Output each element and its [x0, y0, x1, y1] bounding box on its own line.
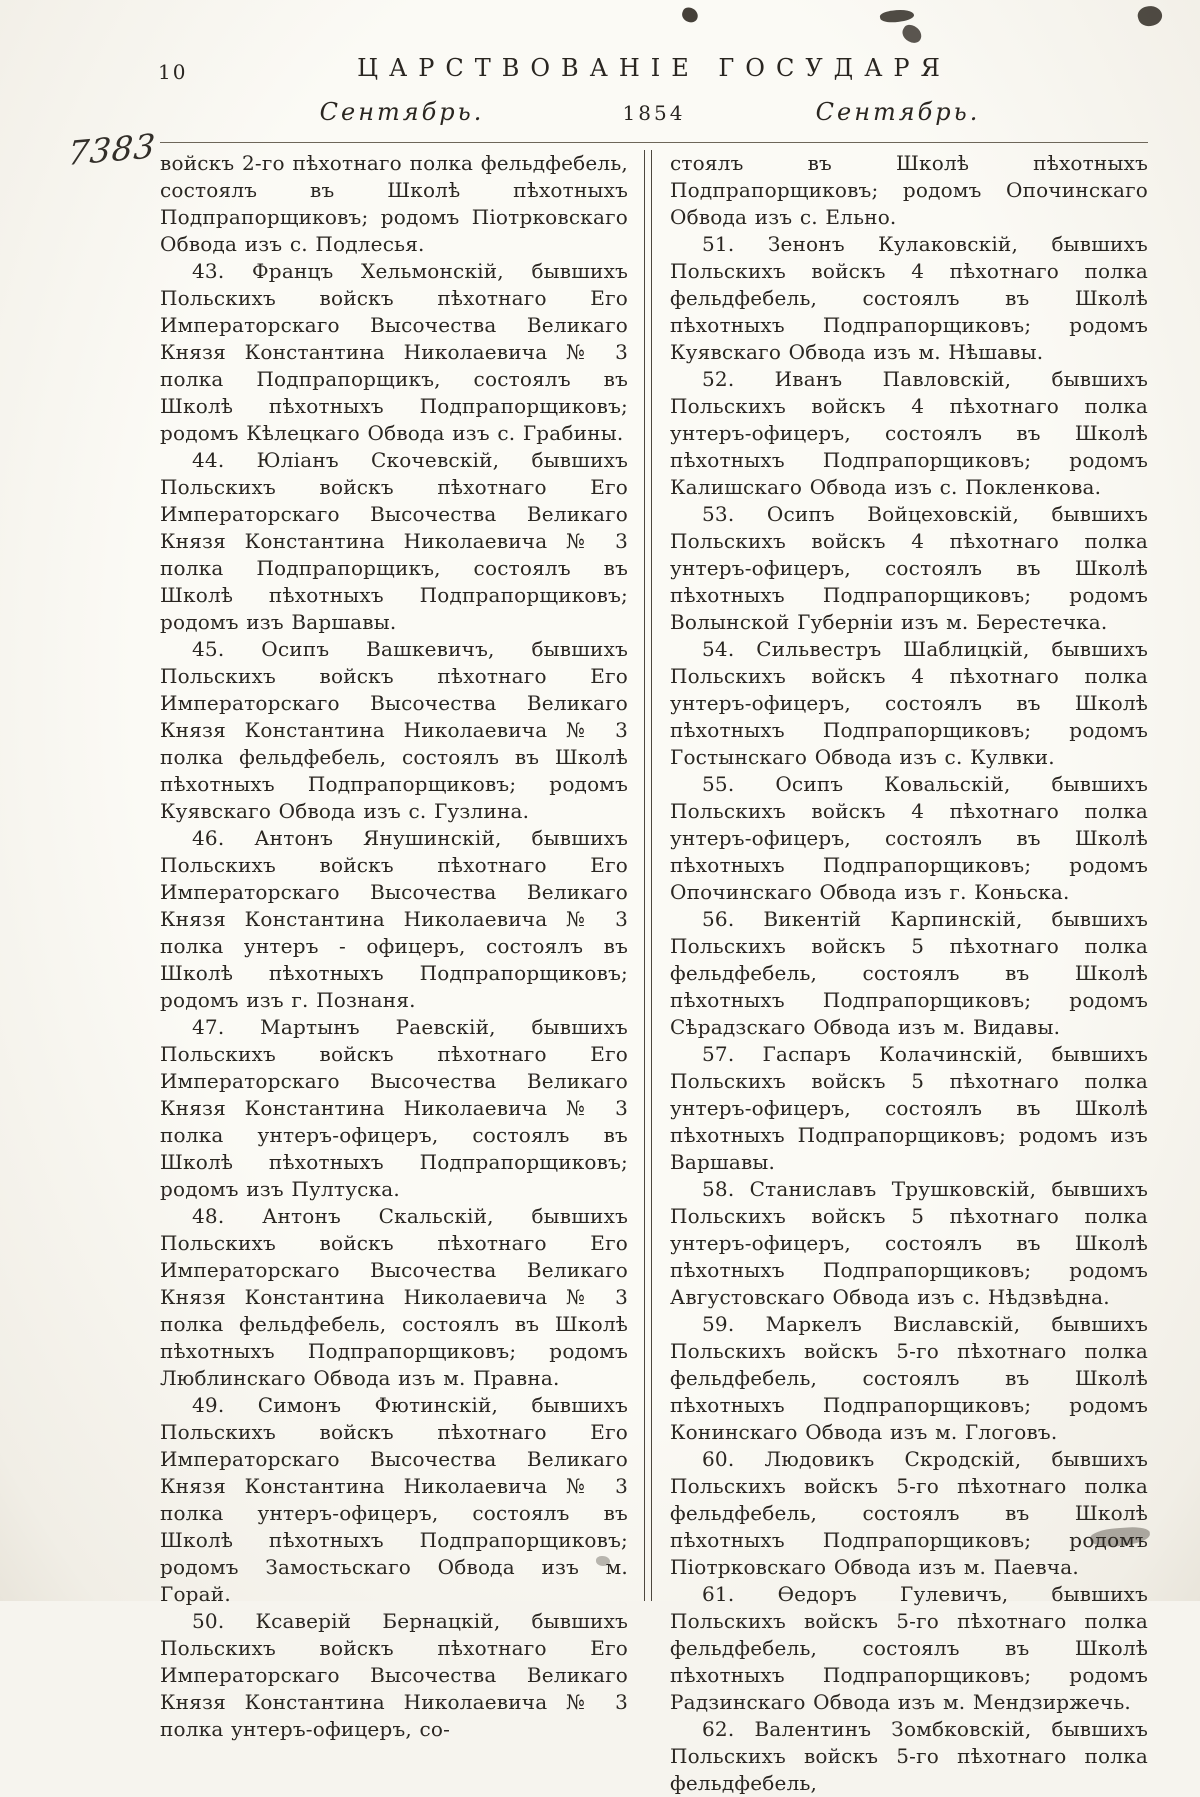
entry-paragraph: 45. Осипъ Вашкевичъ, бывшихъ Польскихъ войскъ пѣхотнаго Его Императорскаго Высочества Великаго Князя Константина Николаевича № 3 полка фельдфебель, состоялъ въ Школѣ пѣхотныхъ Подпрапорщиковъ; родомъ Куявскаго Обвода изъ с. Гузлина.: [160, 637, 628, 823]
entry-paragraph: 55. Осипъ Ковальскій, бывшихъ Польскихъ войскъ 4 пѣхотнаго полка унтеръ-офицеръ, состоялъ въ Школѣ пѣхотныхъ Подпрапорщиковъ; родомъ Опочинскаго Обвода изъ г. Коньска.: [670, 772, 1148, 904]
entry-paragraph: 43. Францъ Хельмонскій, бывшихъ Польскихъ войскъ пѣхотнаго Его Императорскаго Высочества Великаго Князя Константина Николаевича № 3 полка Подпрапорщикъ, состоялъ въ Школѣ пѣхотныхъ Подпрапорщиковъ; родомъ Кѣлецкаго Обвода изъ с. Грабины.: [160, 259, 628, 445]
left-column: [160, 150, 644, 1741]
entry-paragraph: 57. Гаспаръ Колачинскій, бывшихъ Польскихъ войскъ 5 пѣхотнаго полка унтеръ-офицеръ, состоялъ въ Школѣ пѣхотныхъ Подпрапорщиковъ; родомъ изъ Варшавы.: [670, 1042, 1148, 1174]
right-column: [652, 150, 1148, 1795]
header-rule: [160, 142, 1148, 143]
scan-artifact: [879, 8, 914, 25]
entry-paragraph: 56. Викентій Карпинскій, бывшихъ Польскихъ войскъ 5 пѣхотнаго полка фельдфебель, состоялъ въ Школѣ пѣхотныхъ Подпрапорщиковъ; родомъ Сѣрадзскаго Обвода изъ м. Видавы.: [670, 907, 1148, 1039]
entry-paragraph: 54. Сильвестръ Шаблицкій, бывшихъ Польскихъ войскъ 4 пѣхотнаго полка унтеръ-офицеръ, состоялъ въ Школѣ пѣхотныхъ Подпрапорщиковъ; родомъ Гостынскаго Обвода изъ с. Кулвки.: [670, 637, 1148, 769]
entry-paragraph: 47. Мартынъ Раевскій, бывшихъ Польскихъ войскъ пѣхотнаго Его Императорскаго Высочества Великаго Князя Константина Николаевича № 3 полка унтеръ-офицеръ, состоялъ въ Школѣ пѣхотныхъ Подпрапорщиковъ; родомъ изъ Пултуска.: [160, 1015, 628, 1201]
entry-paragraph: 60. Людовикъ Скродскій, бывшихъ Польскихъ войскъ 5-го пѣхотнаго полка фельдфебель, состоялъ въ Школѣ пѣхотныхъ Подпрапорщиковъ; родомъ Піотрковскаго Обвода изъ м. Паевча.: [670, 1447, 1148, 1579]
running-title: ЦАРСТВОВАНІЕ ГОСУДАРЯ: [357, 54, 951, 82]
handwritten-margin-number: 7383: [66, 125, 158, 174]
scan-artifact: [899, 22, 924, 46]
entry-paragraph: 52. Иванъ Павловскій, бывшихъ Польскихъ войскъ 4 пѣхотнаго полка унтеръ-офицеръ, состоялъ въ Школѣ пѣхотныхъ Подпрапорщиковъ; родомъ Калишскаго Обвода изъ с. Покленкова.: [670, 367, 1148, 499]
entry-paragraph: 50. Ксаверій Бернацкій, бывшихъ Польскихъ войскъ пѣхотнаго Его Императорскаго Высочества Великаго Князя Константина Николаевича № 3 полка унтеръ-офицеръ, со-: [160, 1609, 628, 1741]
entry-paragraph: войскъ 2-го пѣхотнаго полка фельдфебель, состоялъ въ Школѣ пѣхотныхъ Подпрапорщиковъ; родомъ Піотрковскаго Обвода изъ с. Подлесья.: [160, 151, 628, 256]
entry-paragraph: 51. Зенонъ Кулаковскій, бывшихъ Польскихъ войскъ 4 пѣхотнаго полка фельдфебель, состоялъ въ Школѣ пѣхотныхъ Подпрапорщиковъ; родомъ Куявскаго Обвода изъ м. Нѣшавы.: [670, 232, 1148, 364]
year-label: 1854: [622, 101, 686, 125]
entry-paragraph: 46. Антонъ Янушинскій, бывшихъ Польскихъ войскъ пѣхотнаго Его Императорскаго Высочества Великаго Князя Константина Николаевича № 3 полка унтеръ - офицеръ, состоялъ въ Школѣ пѣхотныхъ Подпрапорщиковъ; родомъ изъ г. Познаня.: [160, 826, 628, 1012]
entry-paragraph: 48. Антонъ Скальскій, бывшихъ Польскихъ войскъ пѣхотнаго Его Императорскаго Высочества Великаго Князя Константина Николаевича № 3 полка фельдфебель, состоялъ въ Школѣ пѣхотныхъ Подпрапорщиковъ; родомъ Люблинскаго Обвода изъ м. Правна.: [160, 1204, 628, 1390]
entry-paragraph: 61. Ѳедоръ Гулевичъ, бывшихъ Польскихъ войскъ 5-го пѣхотнаго полка фельдфебель, состоялъ въ Школѣ пѣхотныхъ Подпрапорщиковъ; родомъ Радзинскаго Обвода изъ м. Мендзиржечь.: [670, 1582, 1148, 1714]
entry-paragraph: 59. Маркелъ Виславскій, бывшихъ Польскихъ войскъ 5-го пѣхотнаго полка фельдфебель, состоялъ въ Школѣ пѣхотныхъ Подпрапорщиковъ; родомъ Конинскаго Обвода изъ м. Глоговъ.: [670, 1312, 1148, 1444]
entry-paragraph: стоялъ въ Школѣ пѣхотныхъ Подпрапорщиковъ; родомъ Опочинскаго Обвода изъ с. Ельно.: [670, 151, 1148, 229]
entry-paragraph: 62. Валентинъ Зомбковскій, бывшихъ Польскихъ войскъ 5-го пѣхотнаго полка фельдфебель,: [670, 1717, 1148, 1795]
entry-paragraph: 49. Симонъ Фютинскій, бывшихъ Польскихъ войскъ пѣхотнаго Его Императорскаго Высочества Великаго Князя Константина Николаевича № 3 полка унтеръ-офицеръ, состоялъ въ Школѣ пѣхотныхъ Подпрапорщиковъ; родомъ Замостьскаго Обвода изъ м. Горай.: [160, 1393, 628, 1606]
scan-artifact: [680, 6, 700, 25]
entry-paragraph: 58. Станиславъ Трушковскій, бывшихъ Польскихъ войскъ 5 пѣхотнаго полка унтеръ-офицеръ, состоялъ въ Школѣ пѣхотныхъ Подпрапорщиковъ; родомъ Августовскаго Обвода изъ с. Нѣдзвѣдна.: [670, 1177, 1148, 1309]
entry-paragraph: 53. Осипъ Войцеховскій, бывшихъ Польскихъ войскъ 4 пѣхотнаго полка унтеръ-офицеръ, состоялъ въ Школѣ пѣхотныхъ Подпрапорщиковъ; родомъ Волынской Губерніи изъ м. Берестечка.: [670, 502, 1148, 634]
text-columns: [160, 150, 1148, 1795]
month-label-right: Сентябрь.: [815, 98, 981, 126]
column-divider: [644, 150, 652, 1601]
date-line: [160, 98, 1148, 134]
scan-artifact: [1136, 3, 1164, 29]
page-number: 10: [158, 60, 188, 84]
entry-paragraph: 44. Юліанъ Скочевскій, бывшихъ Польскихъ войскъ пѣхотнаго Его Императорскаго Высочества Великаго Князя Константина Николаевича № 3 полка Подпрапорщикъ, состоялъ въ Школѣ пѣхотныхъ Подпрапорщиковъ; родомъ изъ Варшавы.: [160, 448, 628, 634]
month-label-left: Сентябрь.: [319, 98, 485, 126]
